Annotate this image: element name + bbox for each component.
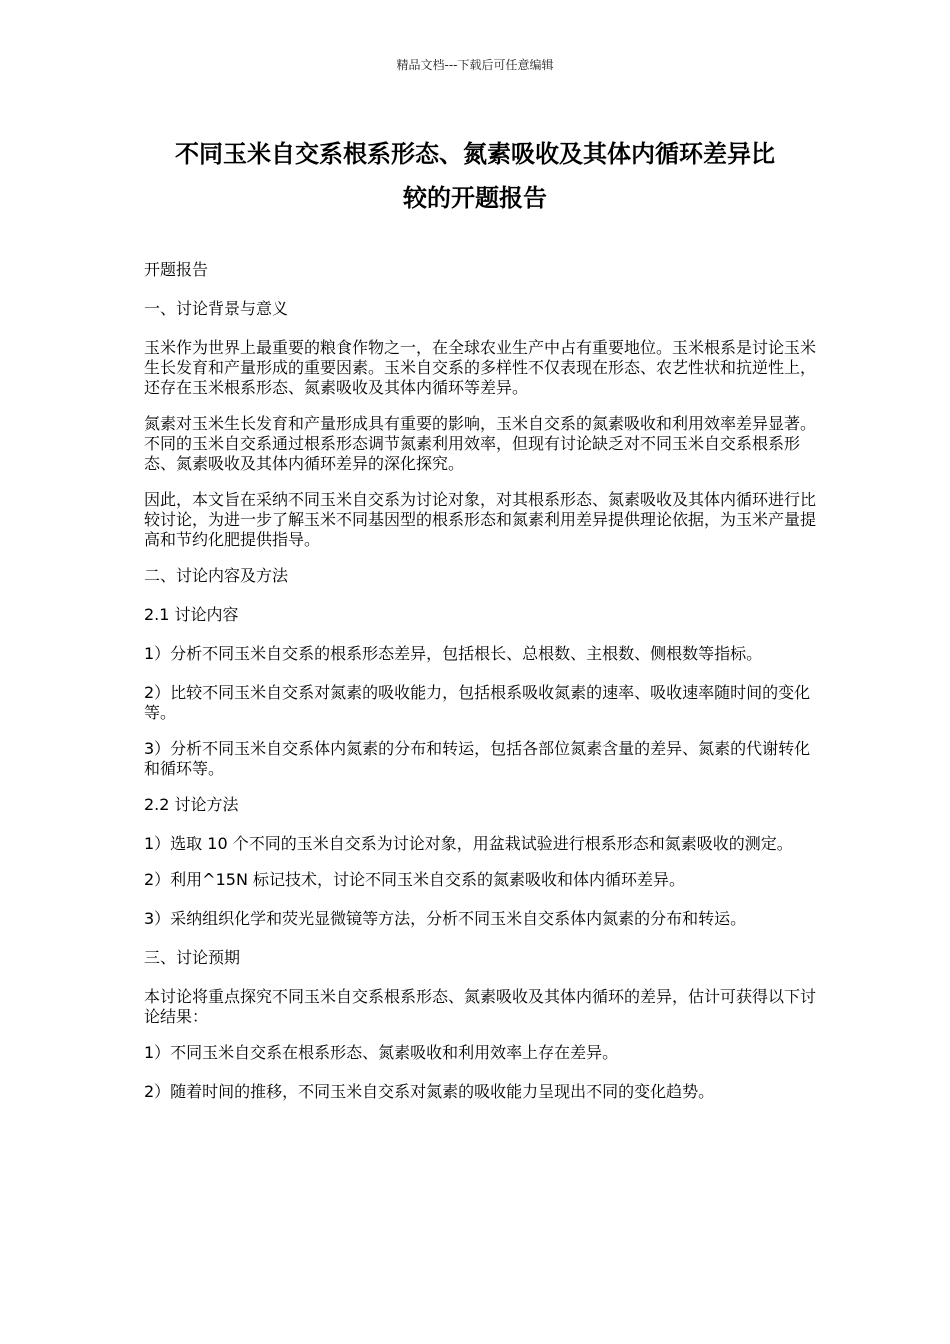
subsection-heading-content: 2.1 讨论内容 xyxy=(144,605,239,624)
list-item-expectations-2: 2）随着时间的推移，不同玉米自交系对氮素的吸收能力呈现出不同的变化趋势。 xyxy=(144,1082,715,1101)
document-body xyxy=(144,260,824,1121)
title-line-2: 较的开题报告 xyxy=(403,184,547,212)
document-title xyxy=(140,132,810,220)
list-item-expectations-1: 1）不同玉米自交系在根系形态、氮素吸收和利用效率上存在差异。 xyxy=(144,1043,619,1062)
list-item-content-2: 2）比较不同玉米自交系对氮素的吸收能力，包括根系吸收氮素的速率、吸收速率随时间的变化等。 xyxy=(144,683,811,722)
section-heading-content-methods: 二、讨论内容及方法 xyxy=(144,566,289,585)
title-line-1: 不同玉米自交系根系形态、氮素吸收及其体内循环差异比 xyxy=(175,140,775,168)
list-item-methods-3: 3）采纳组织化学和荧光显微镜等方法，分析不同玉米自交系体内氮素的分布和转运。 xyxy=(144,909,747,928)
list-item-methods-2: 2）利用^15N 标记技术，讨论不同玉米自交系的氮素吸收和体内循环差异。 xyxy=(144,870,686,889)
paragraph-background-1: 玉米作为世界上最重要的粮食作物之一，在全球农业生产中占有重要地位。玉米根系是讨论玉米生长发育和产量形成的重要因素。玉米自交系的多样性不仅表现在形态、农艺性状和抗逆性上，还存在玉米根系形态、氮素吸收及其体内循环等差异。 xyxy=(144,338,817,397)
list-item-methods-1: 1）选取 10 个不同的玉米自交系为讨论对象，用盆栽试验进行根系形态和氮素吸收的测定。 xyxy=(144,834,793,853)
list-item-content-1: 1）分析不同玉米自交系的根系形态差异，包括根长、总根数、主根数、侧根数等指标。 xyxy=(144,644,763,663)
list-item-content-3: 3）分析不同玉米自交系体内氮素的分布和转运，包括各部位氮素含量的差异、氮素的代谢转化和循环等。 xyxy=(144,739,811,778)
section-label-report: 开题报告 xyxy=(144,260,209,279)
paragraph-background-2: 氮素对玉米生长发育和产量形成具有重要的影响，玉米自交系的氮素吸收和利用效率差异显著。不同的玉米自交系通过根系形态调节氮素利用效率，但现有讨论缺乏对不同玉米自交系根系形态、氮素吸收及其体内循环差异的深化探究。 xyxy=(144,414,817,473)
section-heading-background: 一、讨论背景与意义 xyxy=(144,299,289,318)
paragraph-expectations: 本讨论将重点探究不同玉米自交系根系形态、氮素吸收及其体内循环的差异，估计可获得以下讨论结果： xyxy=(144,987,817,1026)
paragraph-background-3: 因此，本文旨在采纳不同玉米自交系为讨论对象，对其根系形态、氮素吸收及其体内循环进行比较讨论，为进一步了解玉米不同基因型的根系形态和氮素利用差异提供理论依据，为玉米产量提高和节约化肥提供指导。 xyxy=(144,490,817,549)
header-note: 精品文档---下载后可任意编辑 xyxy=(396,58,554,72)
subsection-heading-methods: 2.2 讨论方法 xyxy=(144,795,239,814)
section-heading-expectations: 三、讨论预期 xyxy=(144,948,241,967)
